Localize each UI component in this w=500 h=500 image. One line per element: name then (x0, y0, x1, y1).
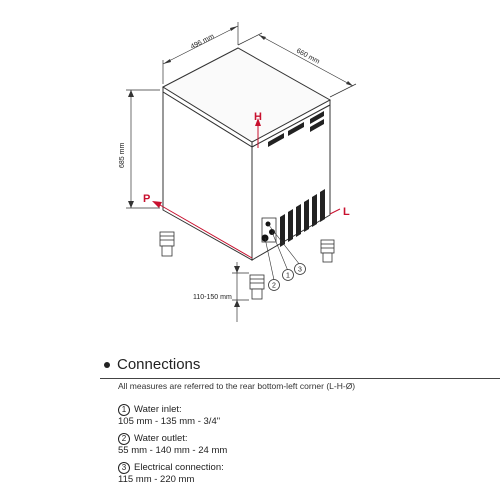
divider (100, 378, 500, 379)
bullet-icon (104, 362, 110, 368)
leg-front (250, 275, 264, 299)
connection-fittings (262, 218, 277, 242)
height-dimension-label: 685 mm (119, 142, 126, 168)
callout-1-label: 1 (286, 272, 290, 280)
width-dimension-label: 660 mm (295, 47, 321, 66)
item-label: Water outlet: (134, 433, 188, 445)
leg-adjust-dimension-label: 110-150 mm (193, 294, 232, 301)
depth-dimension-label: 496 mm (189, 33, 216, 51)
connections-heading (104, 356, 200, 373)
connections-section (0, 352, 500, 500)
callout-3-label: 3 (298, 266, 302, 274)
item-number-2: 2 (118, 433, 130, 445)
axis-label-l: L (343, 206, 350, 218)
connection-item-water-outlet (118, 433, 227, 457)
connection-item-water-inlet (118, 404, 220, 428)
connections-title: Connections (117, 356, 201, 373)
leg-left (160, 232, 174, 256)
callout-2-label: 2 (272, 282, 276, 290)
connection-item-electrical (118, 462, 224, 486)
axis-label-p: P (143, 193, 151, 205)
item-label: Electrical connection: (134, 462, 224, 474)
item-value: 105 mm - 135 mm - 3/4" (118, 416, 221, 427)
item-value: 115 mm - 220 mm (118, 474, 195, 485)
item-number-1: 1 (118, 404, 130, 416)
reference-note: All measures are referred to the rear bottom-left corner (L-H-Ø) (118, 381, 356, 391)
item-label: Water inlet: (134, 404, 182, 416)
leg-right (321, 240, 334, 262)
item-number-3: 3 (118, 462, 130, 474)
item-value: 55 mm - 140 mm - 24 mm (118, 445, 228, 456)
axis-label-h: H (254, 111, 262, 123)
